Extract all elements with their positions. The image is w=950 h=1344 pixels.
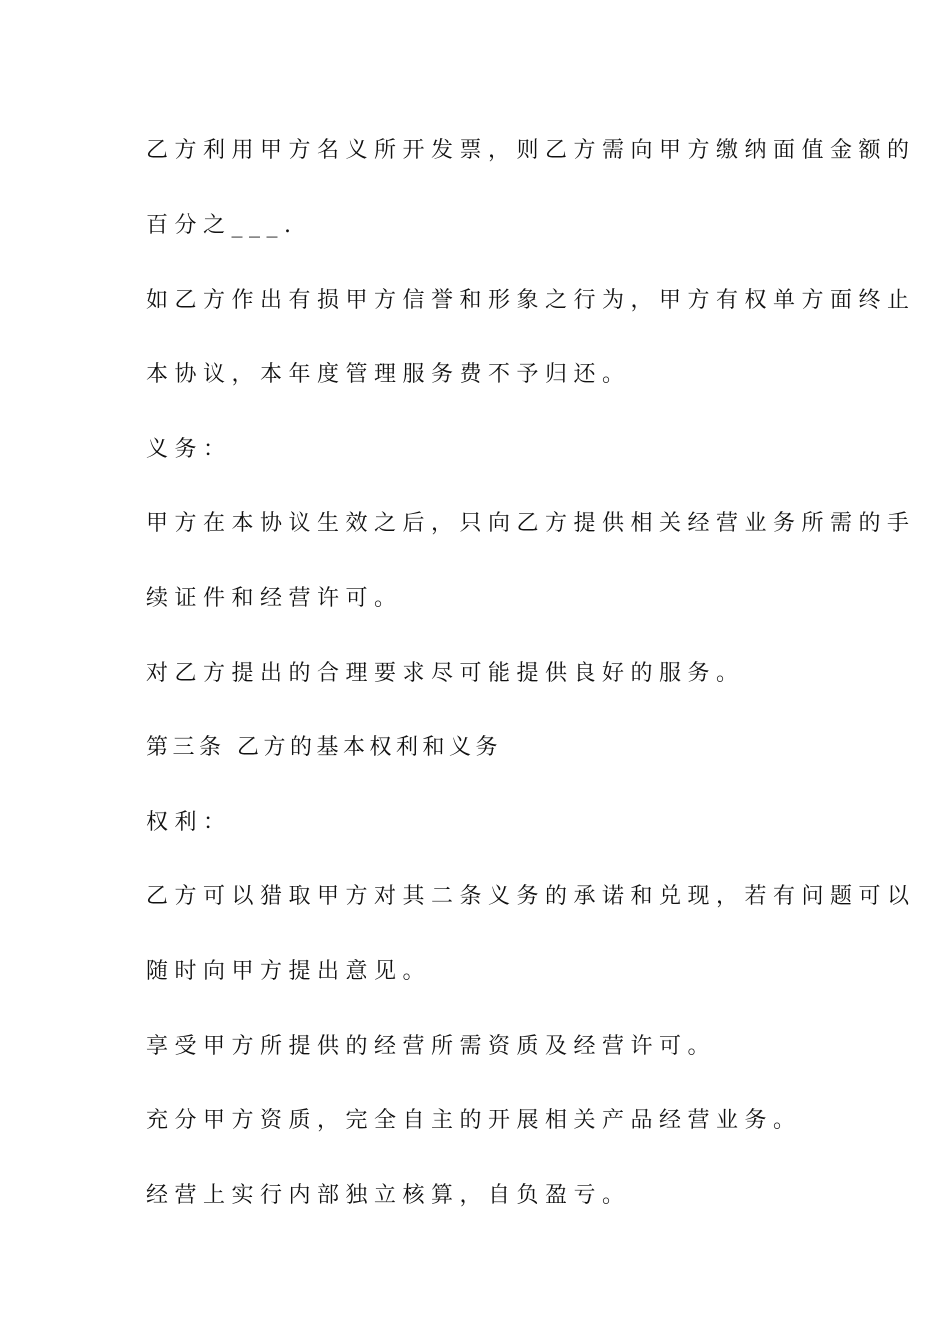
text-line-15: 经营上实行内部独立核算，自负盈亏。 <box>146 1183 631 1208</box>
text-line-2: 百分之___. <box>146 213 298 238</box>
text-line-4: 本协议，本年度管理服务费不予归还。 <box>146 362 631 387</box>
section-label-obligations: 义务： <box>146 437 232 462</box>
text-line-7: 续证件和经营许可。 <box>146 586 403 611</box>
text-line-6: 甲方在本协议生效之后，只向乙方提供相关经营业务所需的手 <box>146 511 916 536</box>
text-line-8: 对乙方提出的合理要求尽可能提供良好的服务。 <box>146 661 745 686</box>
text-line-12: 随时向甲方提出意见。 <box>146 959 432 984</box>
article-heading: 第三条 乙方的基本权利和义务 <box>146 735 502 760</box>
text-line-11: 乙方可以猎取甲方对其二条义务的承诺和兑现，若有问题可以 <box>146 884 916 909</box>
text-line-1: 乙方利用甲方名义所开发票，则乙方需向甲方缴纳面值金额的 <box>146 138 916 163</box>
text-line-3: 如乙方作出有损甲方信誉和形象之行为，甲方有权单方面终止 <box>146 288 916 313</box>
text-line-13: 享受甲方所提供的经营所需资质及经营许可。 <box>146 1034 717 1059</box>
section-label-rights: 权利： <box>146 810 232 835</box>
text-line-14: 充分甲方资质，完全自主的开展相关产品经营业务。 <box>146 1108 802 1133</box>
